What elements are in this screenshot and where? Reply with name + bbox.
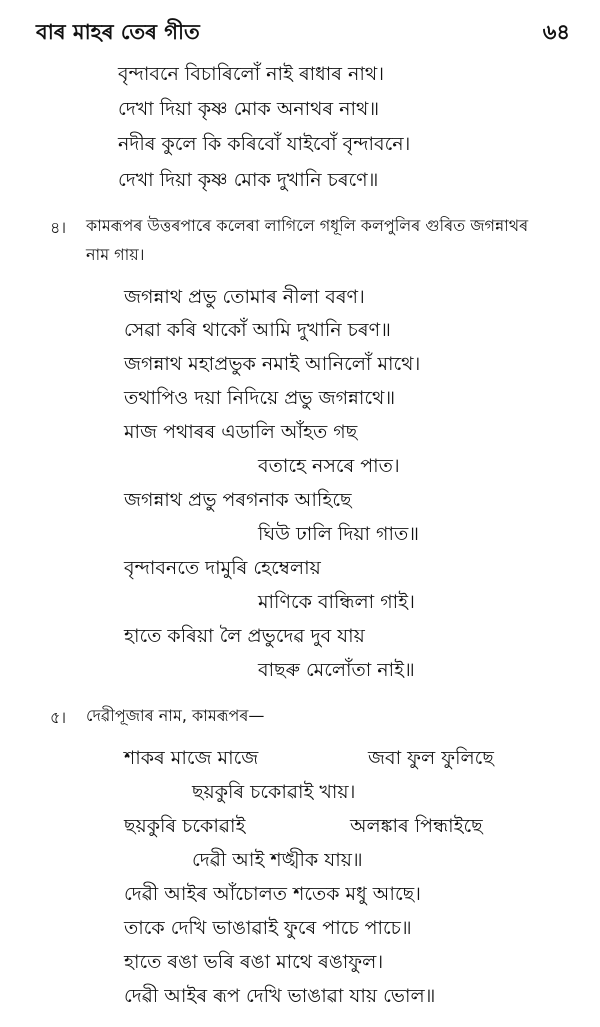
verse-line: দেখা দিয়া কৃষ্ণ মোক দুখানি চৰণে॥	[118, 169, 379, 191]
page-number: ৬৪	[542, 20, 570, 44]
section-intro: দেৱীপূজাৰ নাম, কামৰূপৰ—	[86, 706, 265, 725]
verse-line: বাছৰু মেলোঁতা নাই॥	[258, 659, 415, 681]
verse-line-second-half: অলঙ্কাৰ পিন্ধাইছে	[350, 815, 483, 837]
verse-line: বতাহে নসৰে পাত।	[258, 455, 400, 477]
section-intro: নাম গায়।	[86, 245, 145, 264]
verse-line: নদীৰ কুলে কি কৰিবোঁ যাইবোঁ বৃন্দাবনে।	[118, 133, 411, 155]
verse-line: ছয়কুৰি চকোৱাই	[124, 815, 246, 837]
verse-line: মাজ পথাৰৰ এডালি আঁহত গছ	[124, 421, 358, 443]
verse-line: জগন্নাথ প্ৰভু তোমাৰ নীলা বৰণ।	[124, 286, 365, 308]
verse-line: শাকৰ মাজে মাজে	[124, 747, 259, 769]
verse-line: বৃন্দাবনতে দামুৰি হেম্বেলায়	[124, 557, 321, 579]
running-header-title: বাৰ মাহৰ তেৰ গীত	[36, 20, 200, 44]
verse-line: জগন্নাথ প্ৰভু পৰগনাক আহিছে	[124, 489, 352, 511]
section-number: ৫।	[50, 708, 67, 727]
verse-line: বৃন্দাবনে বিচাৰিলোঁ নাই ৰাধাৰ নাথ।	[118, 63, 384, 85]
verse-line: তথাপিও দয়া নিদিয়ে প্ৰভু জগন্নাথে॥	[124, 387, 396, 409]
verse-line: দেখা দিয়া কৃষ্ণ মোক অনাথৰ নাথ॥	[118, 98, 380, 120]
verse-line: দেৱী আইৰ আঁচোলত শতেক মধু আছে।	[124, 883, 421, 905]
verse-line: দেৱী আই শঙ্খীক যায়॥	[192, 849, 363, 871]
verse-line: ঘিউ ঢালি দিয়া গাত॥	[258, 523, 420, 545]
verse-line: হাতে কৰিয়া লৈ প্ৰভুদেৱ দুব যায়	[124, 625, 365, 647]
verse-line: হাতে ৰঙা ভৰি ৰঙা মাথে ৰঙাফুল।	[124, 951, 384, 973]
verse-line: দেৱী আইৰ ৰূপ দেখি ভাঙাৱা যায় ভোল॥	[124, 985, 436, 1007]
verse-line: সেৱা কৰি থাকোঁ আমি দুখানি চৰণ॥	[124, 319, 391, 341]
verse-line: জগন্নাথ মহাপ্ৰভুক নমাই আনিলোঁ মাথে।	[124, 353, 421, 375]
verse-line: মাণিকে বান্ধিলা গাই।	[258, 591, 415, 613]
verse-line: তাকে দেখি ভাঙাৱাই ফুৰে পাচে পাচে॥	[124, 917, 412, 939]
verse-line: ছয়কুৰি চকোৱাই খায়।	[192, 781, 356, 803]
verse-line-second-half: জবা ফুল ফুলিছে	[368, 747, 494, 769]
section-number: ৪।	[50, 218, 67, 237]
section-intro: কামৰূপৰ উত্তৰপাৰে কলেৰা লাগিলে গধূলি কলপুলিৰ গুৰিত জগন্নাথৰ	[86, 216, 529, 235]
